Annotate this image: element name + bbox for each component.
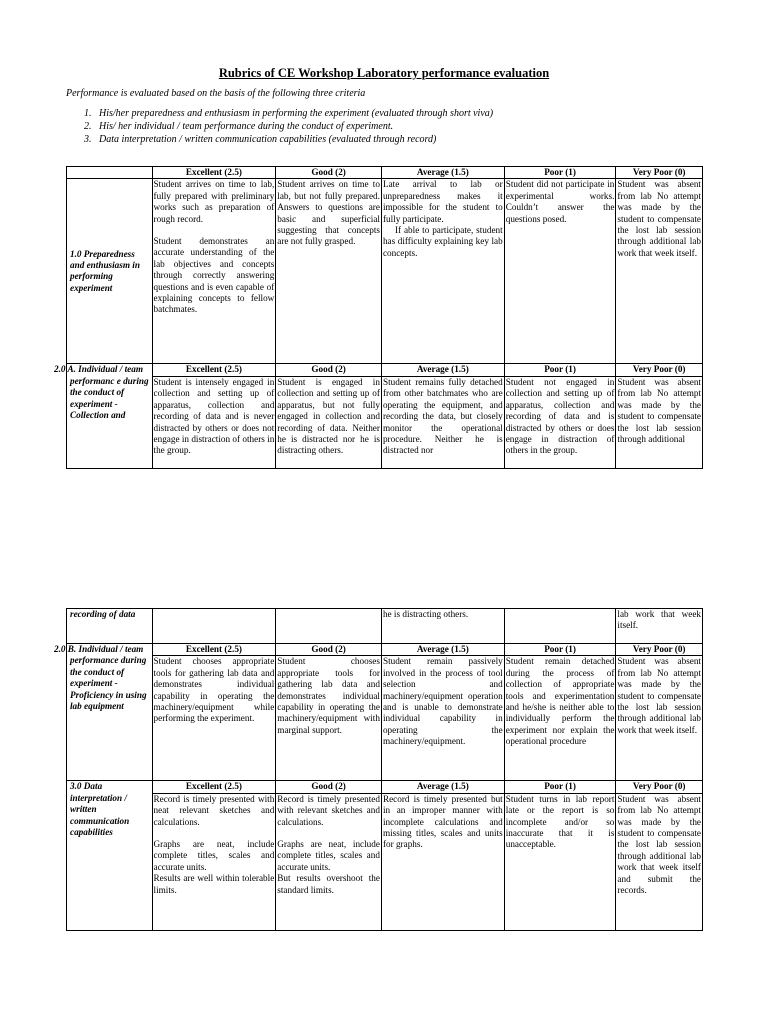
table-header-row bbox=[67, 781, 703, 793]
excellent-cell: Student chooses appropriate tools for gathering lab data and demonstrates individual capability in operating the machinery/equipment while performing the experiment. bbox=[152, 656, 276, 781]
level-good: Good (2) bbox=[276, 644, 382, 656]
table-row bbox=[67, 179, 703, 364]
level-good: Good (2) bbox=[276, 167, 382, 179]
table-row bbox=[67, 376, 703, 469]
level-poor: Poor (1) bbox=[504, 781, 616, 793]
excellent-cell bbox=[152, 609, 276, 644]
excellent-cell: Student arrives on time to lab, fully prepared with preliminary works such as preparation of rough record. Student demonstrates an accurate understanding of the lab objectives and concepts through correctly answering questions and is even capable of explaining concepts to fellow batchmates. bbox=[152, 179, 276, 364]
average-cell: Record is timely presented but in an improper manner with incomplete calculations and missing titles, scales and units for graphs. bbox=[381, 793, 504, 930]
table-row bbox=[67, 609, 703, 644]
list-item: 3. Data interpretation / written communication capabilities (evaluated through record) bbox=[84, 134, 437, 145]
criteria-list bbox=[84, 107, 493, 146]
criterion-cell: 2.0 B. Individual / team performance during the conduct of experiment - Proficiency in using lab equipment bbox=[67, 644, 153, 781]
table-header-row bbox=[67, 644, 703, 656]
poor-cell: Student turns in lab report late or the report is so incomplete and/or so inaccurate that it is unacceptable. bbox=[504, 793, 616, 930]
level-excellent: Excellent (2.5) bbox=[152, 644, 276, 656]
poor-cell: Student did not participate in experimental works. Couldn’t answer the questions posed. bbox=[504, 179, 616, 364]
intro-text: Performance is evaluated based on the basis of the following three criteria bbox=[66, 88, 366, 99]
poor-cell bbox=[504, 609, 616, 644]
good-cell: Student arrives on time to lab, but not fully prepared. Answers to questions are basic and superficial suggesting that concepts are not fully grasped. bbox=[276, 179, 382, 364]
table-row bbox=[67, 793, 703, 930]
criterion-cell: recording of data bbox=[67, 609, 153, 644]
level-good: Good (2) bbox=[276, 364, 382, 376]
very-poor-cell: Student was absent from lab No attempt was made by the student to compensate the lost lab session through additional bbox=[616, 376, 703, 469]
very-poor-cell: Student was absent from lab No attempt was made by the student to compensate the lost lab session through additional lab work that week itself. bbox=[616, 656, 703, 781]
level-very-poor: Very Poor (0) bbox=[616, 644, 703, 656]
good-cell: Student chooses appropriate tools for gathering lab data and demonstrates individual capability in operating the machinery/equipment with marginal support. bbox=[276, 656, 382, 781]
level-average: Average (1.5) bbox=[381, 644, 504, 656]
excellent-cell: Record is timely presented with neat relevant sketches and calculations. Graphs are neat, include complete titles, scales and accurate units. Results are well within tolerable limits. bbox=[152, 793, 276, 930]
level-average: Average (1.5) bbox=[381, 364, 504, 376]
list-item: 1. His/her preparedness and enthusiasm in performing the experiment (evaluated through short viva) bbox=[84, 108, 494, 119]
average-cell: Late arrival to lab or unpreparedness makes it impossible for the student to fully participate. If able to participate, student has difficulty explaining key lab concepts. bbox=[381, 179, 504, 364]
excellent-cell: Student is intensely engaged in collection and setting up of apparatus, collection and recording of data and is never distracted by others or does not engage in distraction of others in the group. bbox=[152, 376, 276, 469]
level-good: Good (2) bbox=[276, 781, 382, 793]
average-cell: he is distracting others. bbox=[381, 609, 504, 644]
rubric-table-top bbox=[54, 166, 703, 469]
table-header-row bbox=[67, 167, 703, 179]
table-header-row bbox=[67, 364, 703, 376]
level-very-poor: Very Poor (0) bbox=[616, 364, 703, 376]
rubric-table-bottom bbox=[54, 608, 703, 931]
average-cell: Student remain passively involved in the process of tool selection and machinery/equipment operation and is unable to demonstrate individual capability in operating the machinery/equipment. bbox=[381, 656, 504, 781]
level-average: Average (1.5) bbox=[381, 167, 504, 179]
level-poor: Poor (1) bbox=[504, 167, 616, 179]
level-poor: Poor (1) bbox=[504, 364, 616, 376]
criterion-cell: 3.0 Data interpretation / written communication capabilities bbox=[67, 781, 153, 930]
criterion-cell: 2.0 A. Individual / team performanc e during the conduct of experiment - Collection and bbox=[67, 364, 153, 469]
level-average: Average (1.5) bbox=[381, 781, 504, 793]
list-item: 2. His/ her individual / team performance during the conduct of experiment. bbox=[84, 121, 394, 132]
level-excellent: Excellent (2.5) bbox=[152, 364, 276, 376]
poor-cell: Student not engaged in collection and setting up of apparatus, collection and recording of data and is distracted by others or does engage in distraction of others in the group. bbox=[504, 376, 616, 469]
level-very-poor: Very Poor (0) bbox=[616, 167, 703, 179]
page-title: Rubrics of CE Workshop Laboratory performance evaluation bbox=[218, 66, 550, 80]
good-cell: Record is timely presented with relevant sketches and calculations. Graphs are neat, include complete titles, scales and accurate units. But results overshoot the standard limits. bbox=[276, 793, 382, 930]
level-excellent: Excellent (2.5) bbox=[152, 781, 276, 793]
poor-cell: Student remain detached during the process of collection of appropriate tools and experimentation and he/she is neither able to individually perform the experiment nor explain the operational procedure bbox=[504, 656, 616, 781]
good-cell: Student is engaged in collection and setting up of apparatus, but not fully engaged in collection and recording of data. Neither he is distracted nor he is distracting others. bbox=[276, 376, 382, 469]
level-poor: Poor (1) bbox=[504, 644, 616, 656]
blank-header-cell bbox=[67, 167, 153, 179]
very-poor-cell: Student was absent from lab No attempt was made by the student to compensate the lost lab session through additional lab work that week itself. bbox=[616, 179, 703, 364]
level-very-poor: Very Poor (0) bbox=[616, 781, 703, 793]
very-poor-cell: Student was absent from lab No attempt was made by the student to compensate the lost lab session through additional lab work that week itself and submit the records. bbox=[616, 793, 703, 930]
table-row bbox=[67, 656, 703, 781]
level-excellent: Excellent (2.5) bbox=[152, 167, 276, 179]
very-poor-cell: lab work that week itself. bbox=[616, 609, 703, 644]
good-cell bbox=[276, 609, 382, 644]
average-cell: Student remains fully detached from other batchmates who are operating the equipment, and recording the data, but closely monitor the operational procedure. Neither he is distracted nor bbox=[381, 376, 504, 469]
criterion-cell: 1.0 Preparedness and enthusiasm in performing experiment bbox=[67, 179, 153, 364]
